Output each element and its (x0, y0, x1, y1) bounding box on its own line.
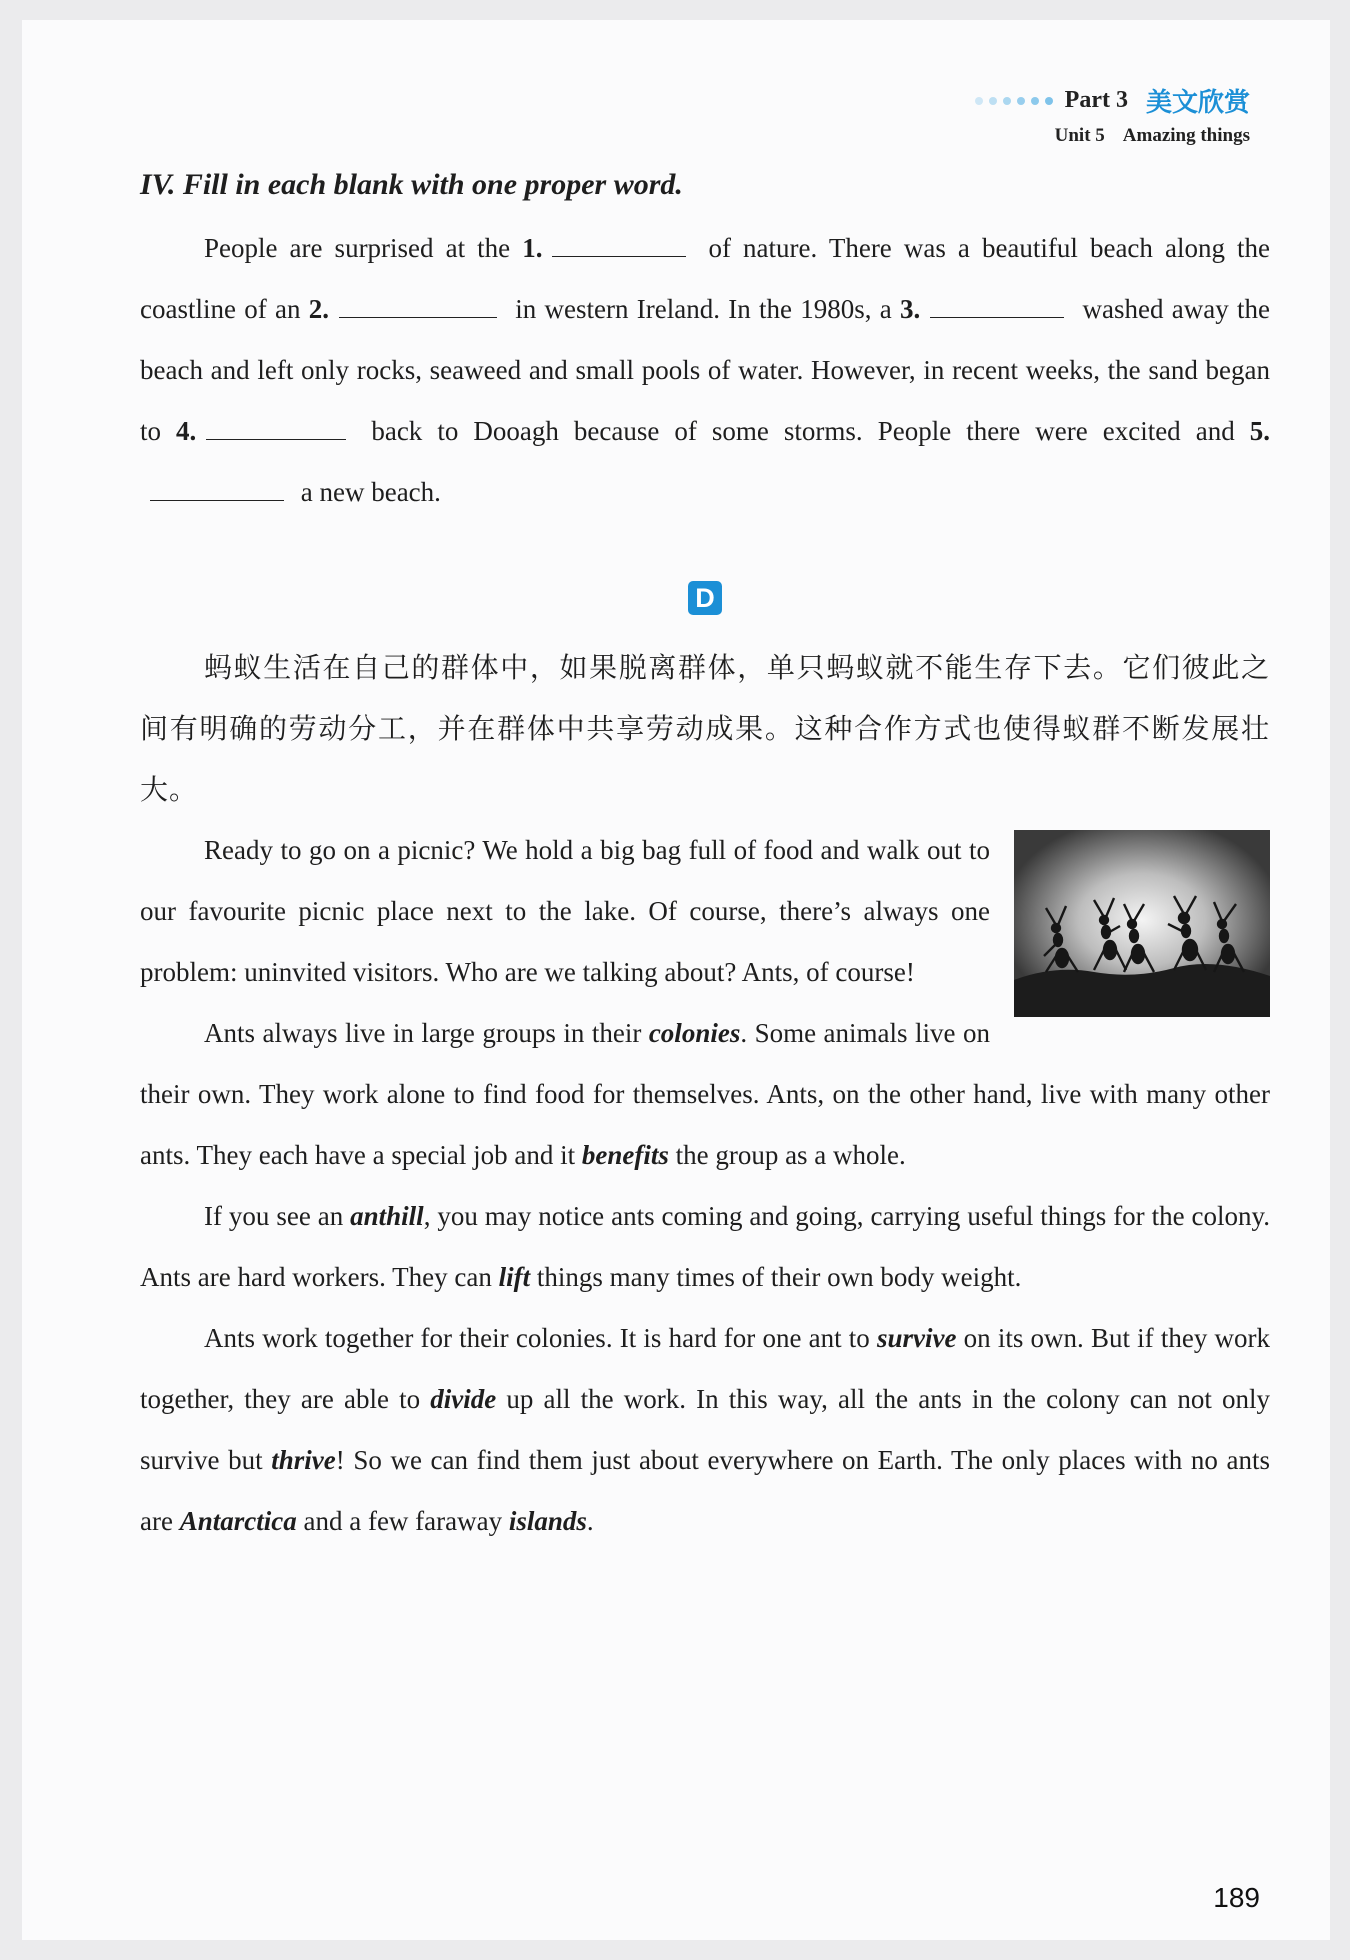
unit-title: Amazing things (1122, 125, 1250, 146)
key-word: Antarctica (179, 1506, 297, 1536)
article-paragraph (140, 1308, 1270, 1552)
paragraph-text: Ready to go on a picnic? We hold a big bag full of food and walk out to our favourite picnic place next to the lake. Of course, there’s always one problem: uninvited visitors. Who are we talking about? Ants, of course! (140, 835, 990, 987)
paragraph-text: and a few faraway (296, 1506, 509, 1536)
reading-article (140, 820, 1270, 1552)
page-header (975, 82, 1250, 147)
paragraph-text: up all the work. In this way, all the ants in the colony can not only survive but (140, 1384, 1270, 1475)
paragraph-text: . (586, 1506, 594, 1536)
answer-blank[interactable] (339, 295, 497, 318)
part-label: Part 3 (1064, 87, 1128, 113)
answer-blank[interactable] (206, 417, 346, 440)
blank-number: 4. (176, 416, 197, 446)
paragraph-text: on its own. But if they work together, they are able to (140, 1323, 1270, 1414)
paragraph-text: Ants work together for their colonies. It is hard for one ant to (204, 1323, 877, 1353)
key-word: islands (508, 1506, 587, 1536)
key-word: colonies (648, 1018, 741, 1048)
paragraph-text: things many times of their own body weight. (530, 1262, 1022, 1292)
passage-text: of nature. There was a beautiful beach along the coastline of an (140, 233, 1271, 324)
key-word: lift (498, 1262, 531, 1292)
fill-in-passage (140, 218, 1270, 523)
passage-text: People are surprised at the (204, 233, 523, 263)
key-word: survive (876, 1323, 957, 1353)
passage-text: a new beach. (294, 477, 441, 507)
chinese-intro: 蚂蚁生活在自己的群体中，如果脱离群体，单只蚂蚁就不能生存下去。它们彼此之间有明确的劳动分工，并在群体中共享劳动成果。这种合作方式也使得蚁群不断发展壮大。 (140, 651, 1270, 806)
part-cn-label: 美文欣赏 (1145, 88, 1250, 118)
blank-number: 5. (1249, 416, 1270, 446)
unit-label: Unit 5 (1054, 125, 1105, 146)
passage-text: back to Dooagh because of some storms. People there were excited and (356, 416, 1250, 446)
paragraph-text: ! So we can find them just about everywhere on Earth. The only places with no ants are (140, 1445, 1270, 1536)
page-content (140, 168, 1270, 1552)
key-word: anthill (350, 1201, 424, 1231)
textbook-page (22, 20, 1330, 1940)
article-paragraph (140, 1186, 1270, 1308)
section-d-badge: D (688, 581, 722, 615)
decorative-dots (975, 97, 1053, 105)
section-iv-title: IV. Fill in each blank with one proper word. (140, 168, 683, 201)
blank-number: 1. (522, 233, 543, 263)
paragraph-text: , you may notice ants coming and going, carrying useful things for the colony. Ants are hard workers. They can (140, 1201, 1270, 1292)
blank-number: 3. (900, 294, 921, 324)
paragraph-text: If you see an (204, 1201, 351, 1231)
paragraph-text: Ants always live in large groups in their (204, 1018, 649, 1048)
page-number: 189 (1213, 1882, 1260, 1913)
paragraph-text: . Some animals live on their own. They work alone to find food for themselves. Ants, on the other hand, live with many other ants. They each have a special job and it (140, 1018, 1270, 1170)
ants-photo (1014, 830, 1270, 1017)
blank-number: 2. (308, 294, 329, 324)
answer-blank[interactable] (552, 234, 686, 257)
article-paragraph (140, 1003, 1270, 1186)
passage-text: in western Ireland. In the 1980s, a (507, 294, 901, 324)
passage-text: washed away the beach and left only rocks, seaweed and small pools of water. However, in recent weeks, the sand began to (140, 294, 1270, 446)
key-word: thrive (271, 1445, 336, 1475)
key-word: divide (430, 1384, 497, 1414)
answer-blank[interactable] (930, 295, 1064, 318)
key-word: benefits (581, 1140, 669, 1170)
answer-blank[interactable] (150, 478, 284, 501)
paragraph-text: the group as a whole. (668, 1140, 906, 1170)
